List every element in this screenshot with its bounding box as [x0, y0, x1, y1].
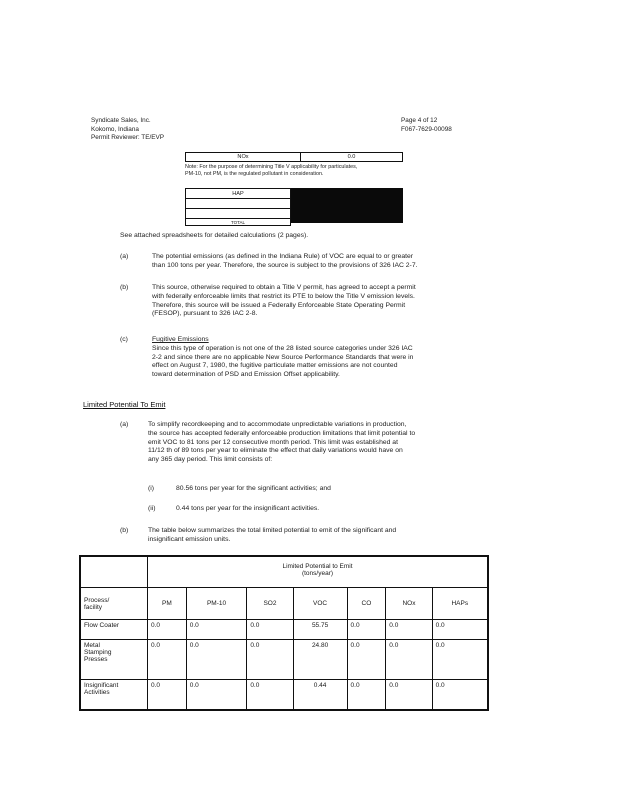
text-line: (FESOP), pursuant to 326 IAC 2-8. — [152, 310, 258, 318]
sub-item-label: (ii) — [148, 505, 156, 512]
cell-pm: 0.0 — [148, 640, 187, 680]
cell-nox: 0.0 — [386, 620, 432, 640]
cell-haps: 0.0 — [432, 680, 488, 710]
item-label: (a) — [120, 421, 129, 428]
row-name — [80, 640, 148, 680]
table-row — [186, 199, 291, 209]
item-b-paragraph — [152, 284, 492, 319]
cell-pm: 0.0 — [148, 680, 187, 710]
item-label: (a) — [120, 253, 129, 260]
cell-haps: 0.0 — [432, 640, 488, 680]
cell-voc: 0.44 — [293, 680, 347, 710]
note-line: Note: For the purpose of determining Title V applicability for particulates, — [185, 164, 358, 170]
text-line: the source has accepted federally enforceable production limitations that limit potential to — [148, 429, 416, 437]
item-c-paragraph — [152, 336, 492, 380]
item-a-paragraph — [152, 253, 492, 271]
pollutant-cell: NOx — [186, 153, 301, 162]
section-heading: Limited Potential To Emit — [83, 400, 166, 409]
table-row — [186, 189, 291, 199]
col-header-pm: PM — [148, 588, 187, 620]
text-line: than 100 tons per year. Therefore, the source is subject to the provisions of 326 IAC 2-7. — [152, 261, 418, 269]
cell-voc: 55.75 — [293, 620, 347, 640]
col-header-voc: VOC — [293, 588, 347, 620]
hap-total-label: TOTAL — [186, 219, 291, 226]
cell-voc: 24.80 — [293, 640, 347, 680]
cell-co: 0.0 — [347, 640, 386, 680]
table-row — [80, 680, 488, 710]
sub-item-label: (i) — [148, 485, 155, 492]
text-line: with federally enforceable limits that restrict its PTE to below the Title V emission levels. — [152, 292, 415, 300]
cell-pm10: 0.0 — [186, 620, 247, 640]
row-name-line: Stamping — [84, 649, 112, 656]
hap-label: HAP — [186, 189, 291, 199]
row-name-line: Activities — [84, 689, 110, 696]
company-location: Kokomo, Indiana — [91, 125, 139, 133]
text-line: 11/12 th of 89 tons per year to eliminate the effect that daily variations would have on — [148, 447, 403, 455]
cell-haps: 0.0 — [432, 620, 488, 640]
sub-item-text: 0.44 tons per year for the insignificant activities. — [176, 505, 320, 512]
header-line: facility — [84, 603, 103, 611]
text-line: Therefore, this source will be issued a Federally Enforceable State Operating Permit — [152, 301, 406, 309]
table-title: Limited Potential to Emit — [282, 563, 353, 570]
text-line: toward determination of PSD and Emission Offset applicability. — [152, 371, 340, 379]
redacted-block — [291, 188, 403, 223]
emissions-summary-table — [185, 152, 403, 162]
table-row — [80, 640, 488, 680]
process-header — [80, 588, 148, 620]
cell-so2: 0.0 — [247, 640, 293, 680]
hap-table — [185, 188, 291, 226]
text-line: This source, otherwise required to obtain a Title V permit, has agreed to accept a permit — [152, 284, 416, 291]
cell-so2: 0.0 — [247, 620, 293, 640]
cell-co: 0.0 — [347, 620, 386, 640]
col-header-co: CO — [347, 588, 386, 620]
text-line: The table below summarizes the total limited potential to emit of the significant and — [148, 527, 397, 534]
hap-cell — [186, 209, 291, 219]
table-title-cell — [148, 556, 489, 588]
cell-pm10: 0.0 — [186, 680, 247, 710]
col-header-haps: HAPs — [432, 588, 488, 620]
cell-nox: 0.0 — [386, 640, 432, 680]
row-name: Flow Coater — [80, 620, 148, 640]
item-label: (c) — [120, 336, 128, 343]
fugitive-emissions-heading: Fugitive Emissions — [152, 336, 209, 343]
limited-b-paragraph — [148, 527, 492, 545]
col-header-so2: SO2 — [247, 588, 293, 620]
table-note — [185, 164, 407, 178]
cell-so2: 0.0 — [247, 680, 293, 710]
row-name-line: Insignificant — [84, 682, 119, 689]
permit-number: F067-7629-00098 — [401, 125, 452, 133]
table-units: (tons/year) — [301, 570, 334, 577]
cell-pm: 0.0 — [148, 620, 187, 640]
page-number: Page 4 of 12 — [401, 117, 438, 124]
col-header-nox: NOx — [386, 588, 432, 620]
text-line: 2-2 and since there are no applicable New Source Performance Standards that were in — [152, 353, 414, 361]
col-header-pm10: PM-10 — [186, 588, 247, 620]
table-row — [80, 620, 488, 640]
header-right — [401, 117, 452, 134]
item-label: (b) — [120, 527, 129, 534]
text-line: emit VOC to 81 tons per 12 consecutive month period. This limit was established at — [148, 438, 398, 446]
row-name-line: Metal — [84, 642, 100, 649]
empty-corner-cell — [80, 556, 148, 588]
table-row — [186, 209, 291, 219]
limited-pte-table — [79, 555, 489, 711]
cell-co: 0.0 — [347, 680, 386, 710]
table-title-row — [80, 556, 488, 588]
table-header-row — [80, 588, 488, 620]
sub-item-text: 80.56 tons per year for the significant activities; and — [176, 485, 331, 492]
limited-a-paragraph — [148, 421, 492, 465]
text-line: The potential emissions (as defined in the Indiana Rule) of VOC are equal to or greater — [152, 253, 414, 260]
text-line: any 365 day period. This limit consists of: — [148, 456, 273, 464]
value-cell: 0.0 — [301, 153, 403, 162]
cell-pm10: 0.0 — [186, 640, 247, 680]
text-line: effect on August 7, 1980, the fugitive particulate matter emissions are not counted — [152, 362, 398, 370]
text-line: insignificant emission units. — [148, 535, 231, 543]
header-left — [91, 117, 164, 143]
cell-nox: 0.0 — [386, 680, 432, 710]
calculation-note: See attached spreadsheets for detailed calculations (2 pages). — [120, 232, 309, 239]
row-name — [80, 680, 148, 710]
table-row — [186, 153, 403, 162]
hap-cell — [186, 199, 291, 209]
text-line: Since this type of operation is not one of the 28 listed source categories under 326 IAC — [152, 344, 413, 352]
header-line: Process/ — [84, 596, 110, 604]
note-line: PM-10, not PM, is the regulated pollutant in consideration. — [185, 171, 324, 177]
company-name: Syndicate Sales, Inc. — [91, 117, 151, 124]
row-name-line: Presses — [84, 656, 108, 663]
permit-reviewer: Permit Reviewer: TE/EVP — [91, 134, 165, 141]
text-line: To simplify recordkeeping and to accommodate unpredictable variations in production, — [148, 421, 407, 428]
table-row — [186, 219, 291, 226]
item-label: (b) — [120, 284, 129, 291]
